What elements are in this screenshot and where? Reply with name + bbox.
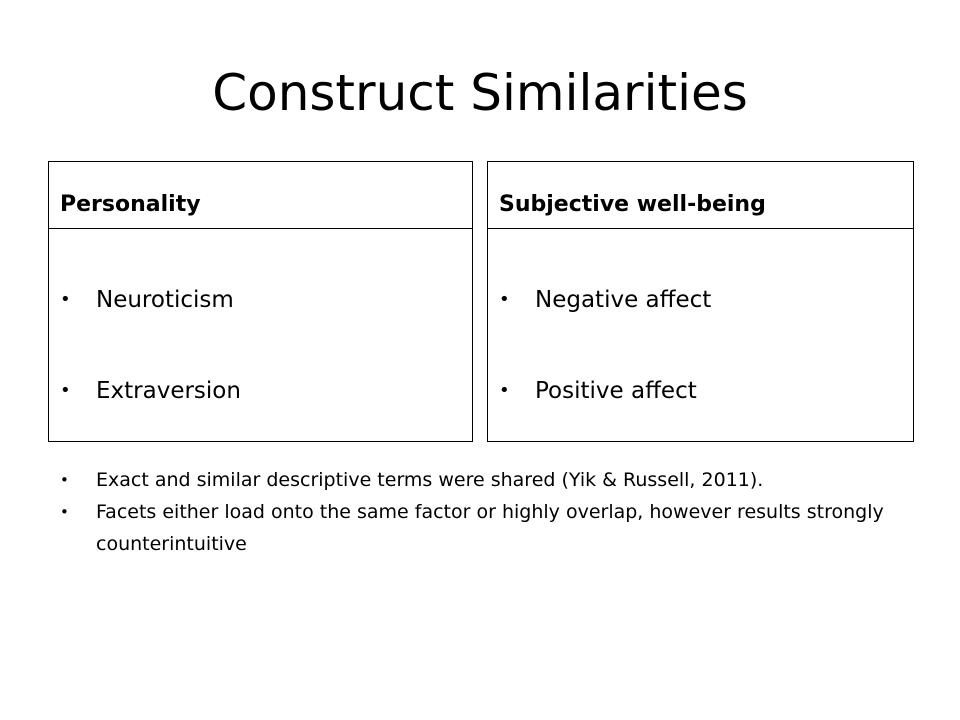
list-item-label: Extraversion [96, 378, 241, 404]
note-item [60, 496, 900, 560]
list-item-label: Positive affect [535, 378, 697, 404]
bullet-icon: • [499, 380, 510, 401]
bullet-icon: • [60, 471, 69, 489]
note-text: Facets either load onto the same factor or highly overlap, however results strongly counterintuitive [96, 501, 884, 555]
personality-header-label: Personality [60, 192, 201, 217]
bullet-icon: • [60, 503, 69, 521]
subjective-well-being-box-header [488, 162, 913, 229]
bullet-icon: • [499, 289, 510, 310]
bullet-icon: • [60, 380, 71, 401]
list-item-label: Neuroticism [96, 287, 234, 313]
note-item [60, 464, 900, 496]
personality-box [48, 161, 473, 442]
list-item-label: Negative affect [535, 287, 712, 313]
personality-box-header [49, 162, 472, 229]
notes-list [60, 464, 900, 560]
subjective-well-being-box [487, 161, 914, 442]
note-text: Exact and similar descriptive terms were shared (Yik & Russell, 2011). [96, 469, 764, 491]
subjective-well-being-header-label: Subjective well-being [499, 192, 766, 217]
slide-title: Construct Similarities [212, 64, 748, 122]
bullet-icon: • [60, 289, 71, 310]
